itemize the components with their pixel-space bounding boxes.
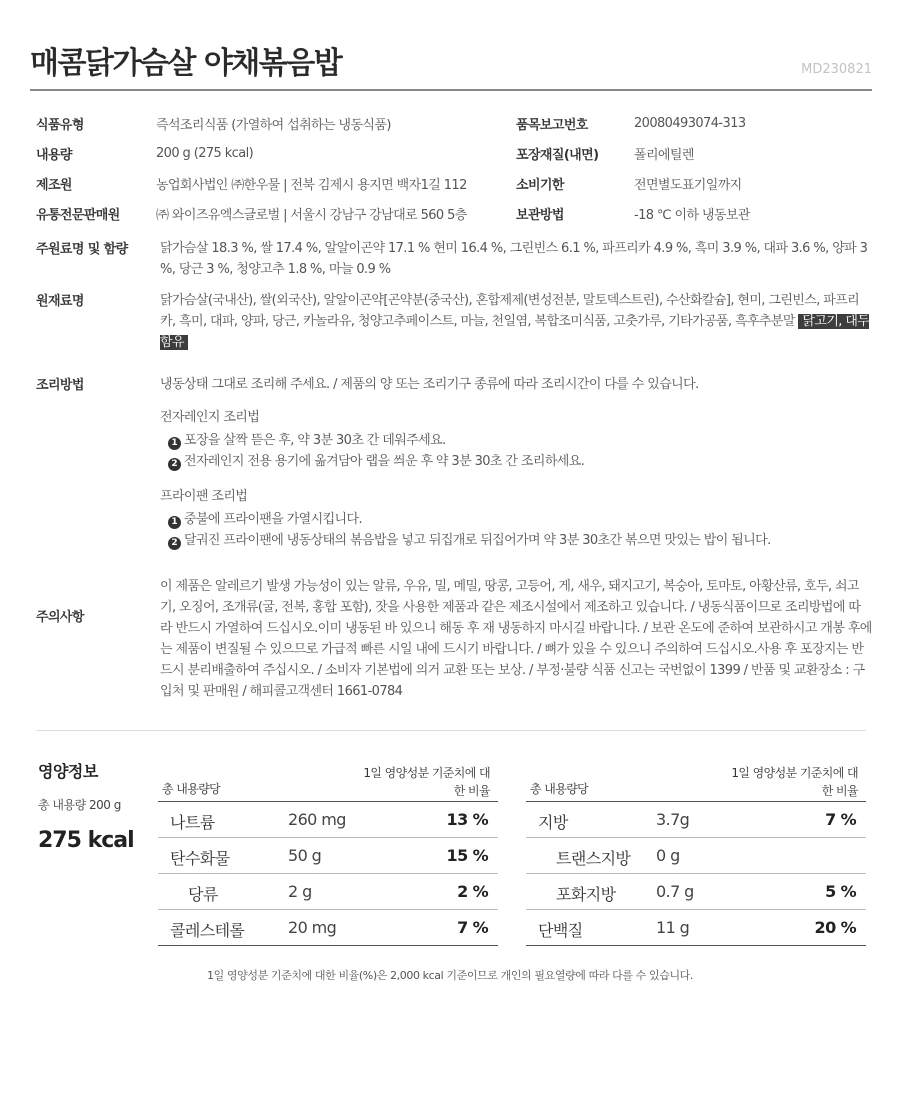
- info-key: 식품유형: [36, 117, 84, 133]
- info-table: [36, 108, 866, 228]
- step-number-icon: 1: [168, 437, 181, 450]
- nutrition-table-left: [158, 760, 498, 946]
- nutrient-percent: 15 %: [446, 846, 488, 865]
- info-value: ㈜ 와이즈유엑스글로벌 | 서울시 강남구 강남대로 560 5층: [156, 207, 467, 223]
- info-key: 품목보고번호: [516, 117, 588, 133]
- section-divider: [36, 730, 866, 731]
- nutrition-row: [526, 838, 866, 874]
- step-number-icon: 1: [168, 516, 181, 529]
- nutrient-amount: 2 g: [288, 882, 312, 901]
- nutrition-row: [158, 910, 498, 946]
- microwave-title: 전자레인지 조리법: [160, 410, 260, 425]
- nutrition-total: 총 내용량 200 g: [38, 798, 121, 812]
- cooking-body: [160, 374, 872, 551]
- main-ingredients-section: [36, 238, 872, 282]
- nutrition-row: [526, 874, 866, 910]
- info-row: [36, 108, 866, 138]
- cooking-intro: 냉동상태 그대로 조리해 주세요. / 제품의 양 또는 조리기구 종류에 따라 조리시간이 다를 수 있습니다.: [160, 377, 699, 392]
- main-ingredients-text: 닭가슴살 18.3 %, 쌀 17.4 %, 알알이곤약 17.1 % 현미 16.4 %, 그린빈스 6.1 %, 파프리카 4.9 %, 흑미 3.9 %, 대파 3.6 %, 양파 3 %, 당근 3 %, 청양고추 1.8 %, 마늘 0.9 %: [160, 241, 868, 277]
- info-value: 전면별도표기일까지: [634, 177, 742, 193]
- nutrient-amount: 0 g: [656, 846, 680, 865]
- product-code: MD230821: [801, 62, 872, 77]
- col-header-percent: 1일 영양성분 기준치에 대한 비율: [731, 766, 858, 798]
- nutrient-name: 단백질: [538, 921, 583, 940]
- nutrition-table-header: [526, 760, 866, 802]
- info-row: [36, 168, 866, 198]
- info-key: 소비기한: [516, 177, 564, 193]
- step-text: 전자레인지 전용 용기에 옮겨담아 랩을 씌운 후 약 3분 30초 간 조리하세요.: [184, 454, 585, 469]
- nutrient-name: 지방: [538, 813, 568, 832]
- step-text: 달궈진 프라이팬에 냉동상태의 볶음밥을 넣고 뒤집개로 뒤집어가며 약 3분 30초간 볶으면 맛있는 밥이 됩니다.: [184, 533, 771, 548]
- info-value: 즉석조리식품 (가열하여 섭취하는 냉동식품): [156, 117, 391, 133]
- nutrient-percent: 13 %: [446, 810, 488, 829]
- raw-ingredients-text: [160, 290, 872, 353]
- nutrient-amount: 260 mg: [288, 810, 346, 829]
- nutrition-row: [526, 910, 866, 946]
- pan-title: 프라이팬 조리법: [160, 489, 248, 504]
- microwave-steps: [160, 430, 872, 472]
- nutrition-table-header: [158, 760, 498, 802]
- info-value: 농업회사법인 ㈜한우물 | 전북 김제시 용지면 백자1길 112: [156, 177, 467, 193]
- info-value: -18 ℃ 이하 냉동보관: [634, 207, 750, 223]
- raw-ingredients-list: 닭가슴살(국내산), 쌀(외국산), 알알이곤약[곤약분(중국산), 혼합제제(변성전분, 말토덱스트린), 수산화칼슘], 현미, 그린빈스, 파프리카, 흑미, 대파, 양파, 당근, 카놀라유, 청양고추페이스트, 마늘, 천일염, 복합조미식품, 고춧가루, 기타가공품, 흑후추분말: [160, 293, 860, 329]
- info-value: 폴리에틸렌: [634, 147, 694, 163]
- nutrient-amount: 20 mg: [288, 918, 337, 937]
- step-text: 중불에 프라이팬을 가열시킵니다.: [184, 512, 363, 527]
- info-row: [36, 138, 866, 168]
- info-key: 유통전문판매원: [36, 207, 120, 223]
- info-key: 포장재질(내면): [516, 147, 599, 163]
- nutrient-percent: 7 %: [825, 810, 856, 829]
- raw-ingredients-section: [36, 290, 872, 356]
- info-value: 20080493074-313: [634, 115, 746, 131]
- top-divider: [30, 89, 872, 91]
- info-row: [36, 198, 866, 228]
- caution-label: 주의사항: [36, 610, 84, 625]
- nutrition-row: [158, 838, 498, 874]
- nutrient-amount: 50 g: [288, 846, 322, 865]
- nutrient-amount: 11 g: [656, 918, 690, 937]
- nutrition-footnote: 1일 영양성분 기준치에 대한 비율(%)은 2,000 kcal 기준이므로 개인의 필요열량에 따라 다를 수 있습니다.: [206, 969, 694, 982]
- nutrient-name: 포화지방: [556, 885, 616, 904]
- nutrition-row: [158, 802, 498, 838]
- nutrition-row: [158, 874, 498, 910]
- step-number-icon: 2: [168, 537, 181, 550]
- nutrient-name: 당류: [188, 885, 218, 904]
- nutrient-name: 콜레스테롤: [170, 921, 245, 940]
- nutrition-row: [526, 802, 866, 838]
- info-key: 내용량: [36, 147, 72, 163]
- info-key: 보관방법: [516, 207, 564, 223]
- nutrition-kcal: 275 kcal: [38, 828, 134, 853]
- nutrient-percent: 5 %: [825, 882, 856, 901]
- col-header-percent: 1일 영양성분 기준치에 대한 비율: [363, 766, 490, 798]
- nutrition-title: 영양정보: [38, 762, 98, 781]
- nutrient-name: 탄수화물: [170, 849, 230, 868]
- nutrient-amount: 0.7 g: [656, 882, 694, 901]
- allergen-badge: 닭고기, 대두 함유: [160, 314, 870, 350]
- nutrient-amount: 3.7g: [656, 810, 690, 829]
- caution-section: [36, 576, 872, 706]
- step-number-icon: 2: [168, 458, 181, 471]
- nutrition-table-right: [526, 760, 866, 946]
- product-title: 매콤닭가슴살 야채볶음밥: [30, 46, 342, 81]
- nutrient-percent: 20 %: [814, 918, 856, 937]
- main-ingredients-label: 주원료명 및 함량: [36, 242, 128, 257]
- pan-step: [160, 509, 872, 530]
- microwave-step: [160, 451, 872, 472]
- step-text: 포장을 살짝 뜯은 후, 약 3분 30초 간 데워주세요.: [184, 433, 446, 448]
- raw-ingredients-label: 원재료명: [36, 294, 84, 309]
- cooking-section: [36, 374, 872, 564]
- col-header-amount: 총 내용량당: [162, 782, 221, 796]
- pan-step: [160, 530, 872, 551]
- nutrient-percent: 7 %: [457, 918, 488, 937]
- caution-text: 이 제품은 알레르기 발생 가능성이 있는 알류, 우유, 밀, 메밀, 땅콩, 고등어, 게, 새우, 돼지고기, 복숭아, 토마토, 아황산류, 호두, 쇠고기, 오징어, 조개류(굴, 전복, 홍합 포함), 잣을 사용한 제품과 같은 제조시설에서 제조하고 있습니다. / 냉동식품이므로 조리방법에 따라 반드시 가열하여 드십시오.이미 냉동된 바 있으니 해동 후 재 냉동하지 마시길 바랍니다. / 보관 온도에 준하여 보관하시고 개봉 후에는 제품이 변질될 수 있으므로 가급적 빠른 시일 내에 드시기 바랍니다. / 뼈가 있을 수 있으니 주의하여 드십시오.사용 후 포장지는 반드시 분리배출하여 주십시오. / 소비자 기본법에 의거 교환 또는 보상. / 부정·불량 식품 신고는 국번없이 1399 / 반품 및 교환장소 : 구입처 및 판매원 / 해피콜고객센터 1661-0784: [160, 579, 872, 699]
- pan-steps: [160, 509, 872, 551]
- nutrient-name: 나트륨: [170, 813, 215, 832]
- info-key: 제조원: [36, 177, 72, 193]
- cooking-label: 조리방법: [36, 378, 84, 393]
- col-header-amount: 총 내용량당: [530, 782, 589, 796]
- microwave-step: [160, 430, 872, 451]
- nutrient-percent: 2 %: [457, 882, 488, 901]
- nutrient-name: 트랜스지방: [556, 849, 631, 868]
- info-value: 200 g (275 kcal): [156, 145, 254, 161]
